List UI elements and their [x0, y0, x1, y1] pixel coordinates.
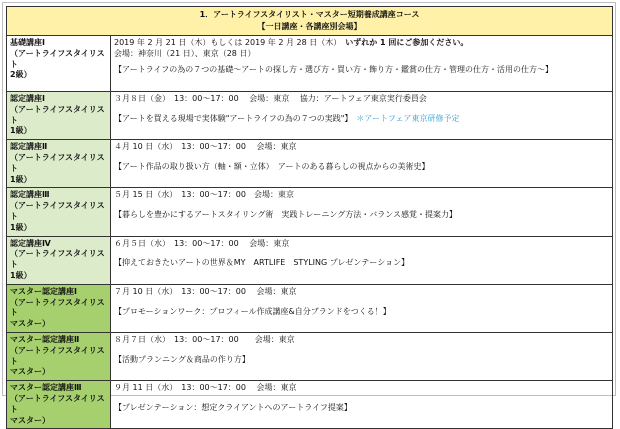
course-name-line: 認定講座Ⅳ [10, 238, 51, 248]
course-venue-line: 会場：神奈川（21 日）、東京（28 日） [114, 48, 256, 58]
table-row [7, 284, 613, 332]
course-name-line: 1級） [10, 174, 32, 184]
course-date-text: ３月８日（金） 13：00～17：00 会場：東京 協力：アートフェア東京実行委員会 [114, 94, 427, 103]
course-name-line: マスター認定講座Ⅰ [10, 286, 77, 296]
course-description-line [114, 114, 609, 125]
course-description-line [114, 403, 609, 414]
table-header [7, 7, 613, 36]
course-name-line: （アートライフスタイリスト [10, 104, 105, 125]
course-subtitle: 【一日講座・各講座別会場】 [257, 22, 362, 31]
course-name-line: （アートライフスタイリスト [10, 152, 105, 173]
table-row [7, 140, 613, 188]
course-title: 1．アートライフスタイリスト・マスター短期養成講座コース [199, 10, 420, 19]
course-detail-cell [111, 381, 613, 429]
course-date-text: ８月７日（水） 13：00～17：00 会場：東京 [114, 334, 295, 344]
course-name-line: 基礎講座Ⅰ [10, 38, 45, 47]
course-date-line [114, 239, 609, 250]
table-row [7, 381, 613, 429]
course-name-line: マスター認定講座Ⅲ [10, 383, 82, 393]
table-row [7, 188, 613, 236]
course-description-line [114, 307, 609, 318]
course-name-cell [7, 140, 111, 188]
course-name-line: 1級） [10, 222, 32, 232]
course-name-line: マスター） [10, 319, 50, 329]
course-name-cell [7, 284, 111, 332]
course-name-cell [7, 236, 111, 284]
course-name-line: 2級） [10, 70, 32, 80]
course-date-line [114, 38, 609, 49]
course-name-line: マスター） [10, 367, 50, 377]
course-description: 【プレゼンテーション：想定クライアントへのアートライフ提案】 [114, 402, 352, 412]
course-date-line [114, 94, 609, 105]
course-name-line: 認定講座Ⅲ [10, 190, 50, 200]
table-row [7, 236, 613, 284]
course-detail-cell [111, 92, 613, 140]
course-date-text: 2019 年 2 月 21 日（木）もしくは 2019 年 2 月 28 日（木） [114, 38, 338, 47]
course-name-line: （アートライフスタイリスト [10, 345, 105, 366]
course-description: 【抑えておきたいアートの世界＆MY ARTLIFE STYLING プレゼンテーション】 [114, 258, 410, 268]
course-date-emphasis: いずれか 1 回にご参加ください。 [345, 38, 469, 47]
course-description-line [114, 210, 609, 221]
course-name-cell [7, 36, 111, 92]
course-name-line: 1級） [10, 270, 32, 280]
course-detail-cell [111, 36, 613, 92]
course-description-line [114, 65, 609, 76]
course-name-line: 認定講座Ⅰ [10, 94, 45, 103]
course-name-line: （アートライフスタイリスト [10, 48, 105, 69]
course-description: 【暮らしを豊かにするアートスタイリング術 実践トレーニング方法・バランス感覚・提案力】 [114, 210, 457, 220]
course-date-line [114, 335, 609, 346]
course-schedule-table [6, 6, 613, 429]
course-name-line: （アートライフスタイリスト [10, 297, 105, 318]
course-date-text: ７月 10 日（水） 13：00～17：00 会場：東京 [114, 286, 297, 296]
course-detail-cell [111, 332, 613, 380]
table-row [7, 36, 613, 92]
course-date-line [114, 383, 609, 394]
course-description: 【活動プランニング＆商品の作り方】 [114, 354, 250, 364]
table-row [7, 92, 613, 140]
course-detail-cell [111, 284, 613, 332]
course-date-line [114, 142, 609, 153]
course-note: ＊アートフェア東京研修予定 [356, 113, 460, 123]
course-description: 【アートを買える現場で実体験"アートライフの為の７つの実践"】 [114, 113, 349, 123]
course-detail-cell [111, 140, 613, 188]
course-description-line [114, 258, 609, 269]
course-description: 【プロモーションワーク：プロフィール作成講座&自分ブランドをつくる！】 [114, 306, 391, 316]
course-description: 【アート作品の取り扱い方（軸・額・立体） アートのある暮らしの視点からの美術史】 [114, 161, 430, 171]
course-date-line [114, 190, 609, 201]
course-date-text: ４月 10 日（水） 13：00～17：00 会場：東京 [114, 142, 297, 152]
course-date-line [114, 287, 609, 298]
course-name-line: （アートライフスタイリスト [10, 201, 105, 221]
course-name-cell [7, 332, 111, 380]
course-date-text: ９月 11 日（水） 13：00～17：00 会場：東京 [114, 383, 297, 393]
course-name-line: 認定講座Ⅱ [10, 142, 48, 152]
course-name-cell [7, 381, 111, 429]
course-description-line [114, 162, 609, 173]
course-date-text: ５月 15 日（水） 13：00～17：00 会場：東京 [114, 190, 294, 200]
course-detail-cell [111, 236, 613, 284]
course-name-line: （アートライフスタイリスト [10, 393, 105, 414]
course-description: 【アートライフの為の７つの基礎～アートの探し方・選び方・買い方・飾り方・鑑賞の仕方・管理の仕方・活用の仕方～】 [114, 64, 554, 74]
course-description-line [114, 355, 609, 366]
course-name-cell [7, 92, 111, 140]
course-date-text: ６月５日（水） 13：00～17：00 会場：東京 [114, 238, 290, 248]
course-name-line: マスター） [10, 415, 50, 425]
course-name-cell [7, 188, 111, 236]
course-detail-cell [111, 188, 613, 236]
course-name-line: 1級） [10, 126, 32, 136]
course-name-line: マスター認定講座Ⅱ [10, 334, 80, 344]
table-row [7, 332, 613, 380]
course-name-line: （アートライフスタイリスト [10, 249, 105, 270]
